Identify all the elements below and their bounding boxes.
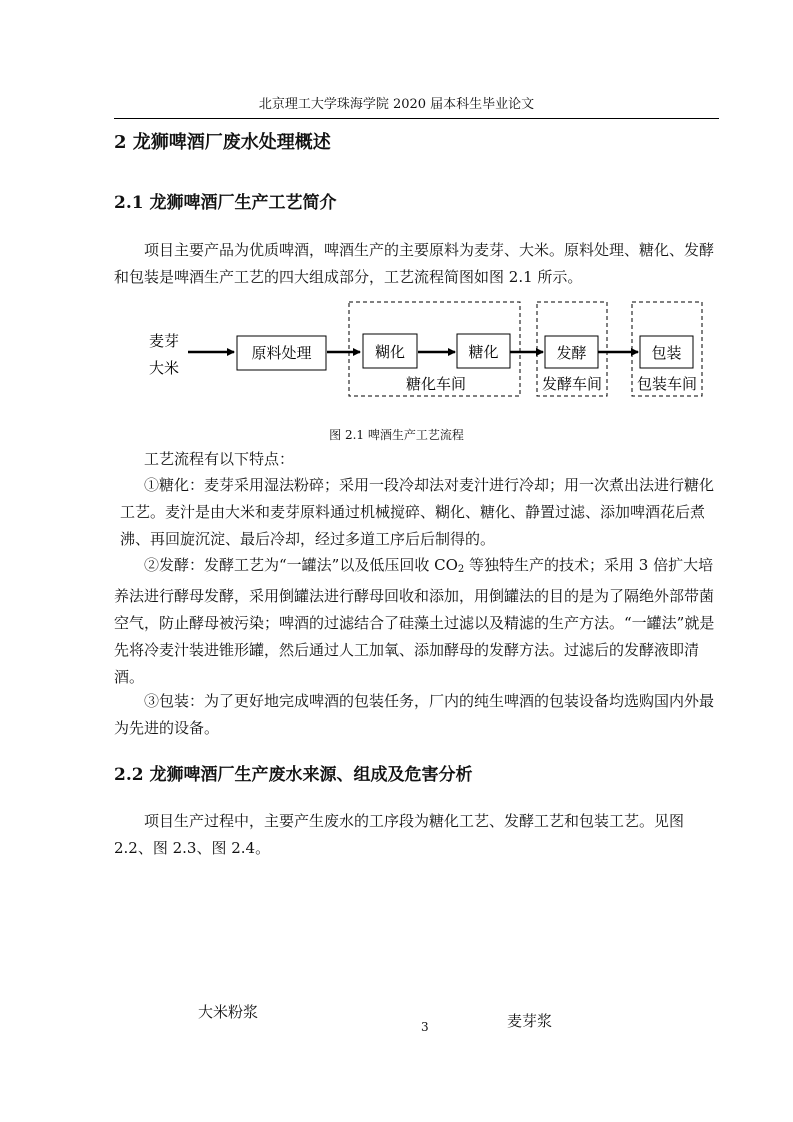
section-2-2-intro: 项目生产过程中，主要产生废水的工序段为糖化工艺、发酵工艺和包装工艺。见图 2.2、图 2.3、图 2.4。 — [114, 812, 685, 857]
bottom-label-rice-slurry: 大米粉浆 — [198, 1003, 259, 1021]
input-malt-label: 麦芽 — [148, 332, 180, 350]
box-raw-material-label: 原料处理 — [251, 344, 312, 362]
section-2-1-title: 2.1 龙狮啤酒厂生产工艺简介 — [114, 193, 337, 213]
chapter-title: 2 龙狮啤酒厂废水处理概述 — [114, 132, 331, 153]
zone-saccharification-label: 糖化车间 — [405, 375, 467, 393]
section-2-1-intro: 项目主要产品为优质啤酒，啤酒生产的主要原料为麦芽、大米。原料处理、糖化、发酵和包装是啤酒生产工艺的四大组成部分，工艺流程简图如图 2.1 所示。 — [114, 241, 715, 286]
feature-fermentation-subscript: 2 — [457, 564, 465, 575]
box-saccharification-label: 糖化 — [468, 343, 499, 361]
feature-fermentation — [114, 552, 719, 691]
bottom-label-malt-slurry: 麦芽浆 — [507, 1012, 553, 1030]
feature-fermentation-part2: 等独特生产的技术；采用 3 倍扩大培养法进行酵母发酵，采用倒罐法进行酵母回收和添加，用倒罐法的目的是为了隔绝外部带菌空气，防止酵母被污染；啤酒的过滤结合了硅藻土过滤以及精滤的生产方法。“一罐法”就是先将冷麦汁装进锥形罐，然后通过人工加氧、添加酵母的发酵方法。过滤后的发酵液即清酒。 — [114, 556, 715, 686]
feature-fermentation-part1: ②发酵：发酵工艺为“一罐法”以及低压回收 CO — [144, 556, 458, 574]
box-fermentation-label: 发酵 — [556, 344, 587, 362]
figure-caption: 图 2.1 啤酒生产工艺流程 — [329, 428, 464, 442]
zone-packaging-label: 包装车间 — [636, 375, 698, 393]
zone-fermentation-label: 发酵车间 — [541, 375, 603, 393]
header-rule — [114, 118, 719, 119]
feature-packaging: ③包装：为了更好地完成啤酒的包装任务，厂内的纯生啤酒的包装设备均选购国内外最为先进的设备。 — [114, 692, 715, 737]
running-header: 北京理工大学珠海学院 2020 届本科生毕业论文 — [258, 97, 535, 112]
input-rice-label: 大米 — [148, 359, 180, 377]
page-number: 3 — [421, 1020, 429, 1034]
section-2-2-title: 2.2 龙狮啤酒厂生产废水来源、组成及危害分析 — [114, 765, 473, 785]
box-mashing-label: 糊化 — [374, 343, 406, 361]
process-flow-diagram — [0, 290, 793, 410]
feature-saccharification: ①糖化：麦芽采用湿法粉碎；采用一段冷却法对麦汁进行冷却；用一次煮出法进行糖化工艺。麦汁是由大米和麦芽原料通过机械搅碎、糊化、糖化、静置过滤、添加啤酒花后煮沸、再回旋沉淀、最后冷却，经过多道工序后后制得的。 — [120, 476, 715, 548]
features-intro: 工艺流程有以下特点： — [144, 450, 295, 468]
box-packaging-label: 包装 — [651, 344, 682, 362]
